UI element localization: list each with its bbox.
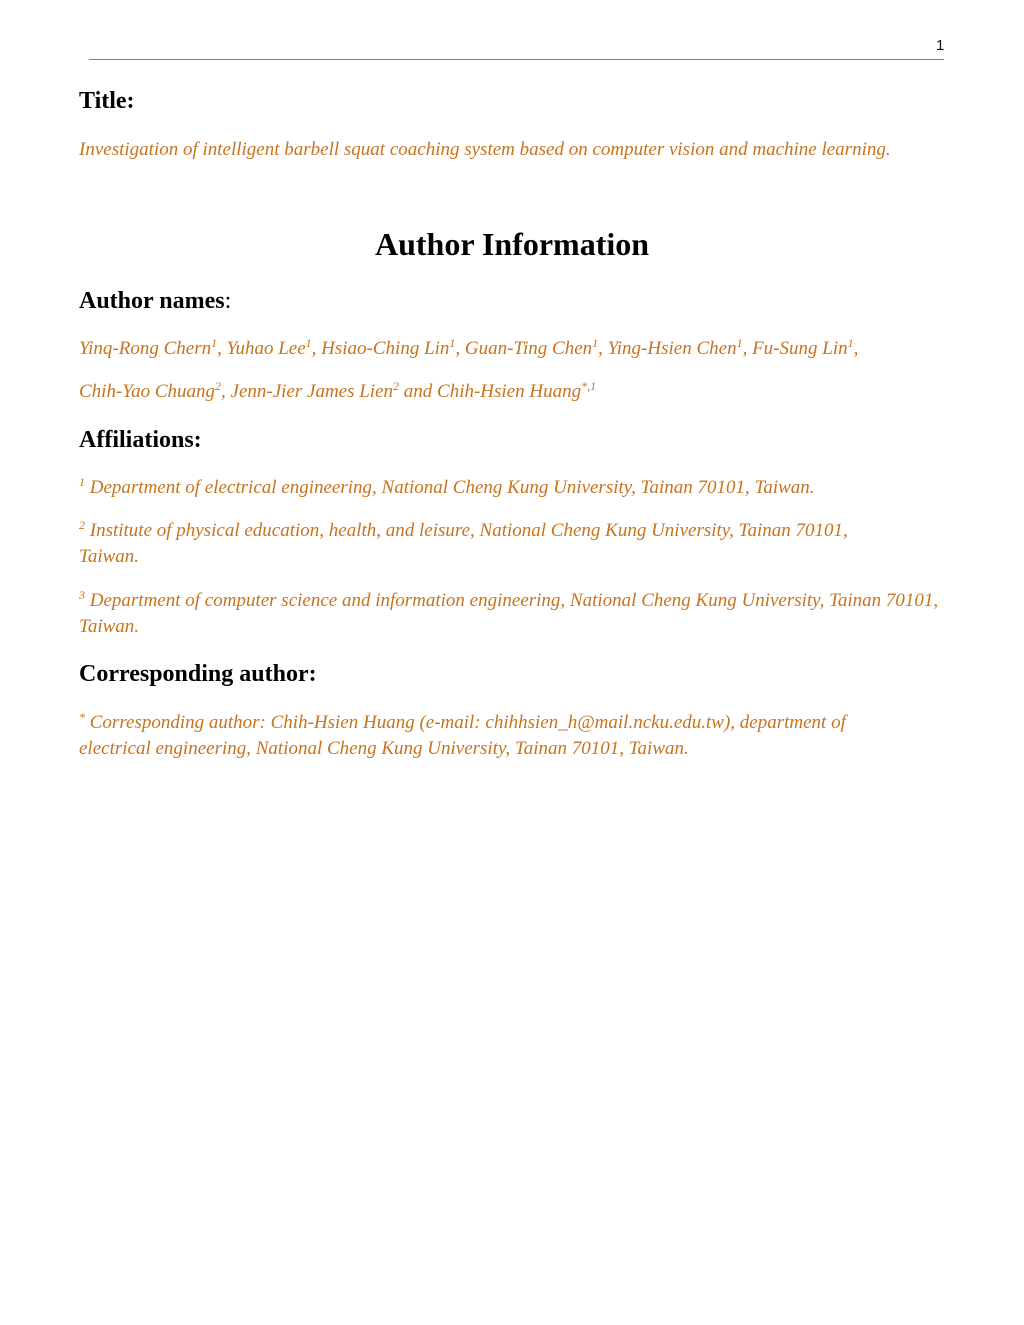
affiliation-text: Institute of physical education, health, and leisure, National Cheng Kung University, Tainan 70101, Taiwan. <box>79 520 848 567</box>
affiliation-marker: 2 <box>79 518 85 532</box>
author-affiliation-marker: 1 <box>847 336 854 350</box>
author-separator: , <box>598 338 608 359</box>
author-affiliation-marker: *,1 <box>581 379 597 393</box>
author-names-heading-colon: : <box>224 288 232 314</box>
paper-title: Investigation of intelligent barbell squat coaching system based on computer vision and machine learning. <box>79 139 891 160</box>
author-affiliation-marker: 2 <box>215 379 222 393</box>
author-affiliation-marker: 1 <box>449 336 456 350</box>
author-list-line-1 <box>79 336 949 362</box>
affiliation-text: Department of computer science and information engineering, National Cheng Kung University, Tainan 70101, Taiwan. <box>79 590 939 637</box>
affiliation-item <box>79 518 909 570</box>
author-affiliation-marker: 1 <box>211 336 218 350</box>
author-list-line-2 <box>79 379 949 405</box>
affiliation-text: Department of electrical engineering, National Cheng Kung University, Tainan 70101, Taiwan. <box>89 477 815 498</box>
author-affiliation-marker: 1 <box>305 336 312 350</box>
author-separator: and <box>399 381 438 402</box>
author-separator: , <box>455 338 465 359</box>
author-separator: , <box>742 338 753 359</box>
title-heading: Title: <box>79 88 135 114</box>
author-names-heading-text: Author names <box>79 288 225 314</box>
author-name: Hsiao-Ching Lin <box>321 338 450 359</box>
affiliation-item <box>79 588 939 640</box>
page-number: 1 <box>936 37 945 54</box>
corresponding-author-heading: Corresponding author: <box>79 661 317 687</box>
affiliation-item <box>79 475 949 501</box>
author-name: Jenn-Jier James Lien <box>230 381 394 402</box>
author-name: Guan-Ting Chen <box>464 338 593 359</box>
author-separator: , <box>853 338 859 359</box>
corresponding-author-note <box>79 710 909 762</box>
author-information-heading: Author Information <box>374 226 650 262</box>
author-name: Fu-Sung Lin <box>752 338 848 359</box>
affiliation-marker: 1 <box>79 475 85 489</box>
author-affiliation-marker: 2 <box>393 379 400 393</box>
author-name: Chih-Yao Chuang <box>79 381 216 402</box>
author-name: Yuhao Lee <box>226 338 306 359</box>
author-separator: , <box>217 338 227 359</box>
author-separator: , <box>311 338 322 359</box>
author-names-heading <box>79 288 231 315</box>
author-separator: , <box>221 381 231 402</box>
affiliation-marker: 3 <box>79 588 85 602</box>
author-name: Chih-Hsien Huang <box>437 381 582 402</box>
corresponding-marker: * <box>79 710 85 724</box>
affiliations-heading: Affiliations: <box>79 427 202 453</box>
author-name: Yinq-Rong Chern <box>79 338 212 359</box>
author-name: Ying-Hsien Chen <box>607 338 737 359</box>
header-rule <box>89 59 944 60</box>
author-affiliation-marker: 1 <box>592 336 599 350</box>
author-affiliation-marker: 1 <box>736 336 743 350</box>
corresponding-author-text: Corresponding author: Chih-Hsien Huang (e-mail: chihhsien_h@mail.ncku.edu.tw), department of electrical engineering, National Cheng Kung University, Tainan 70101, Taiwan. <box>79 712 846 759</box>
